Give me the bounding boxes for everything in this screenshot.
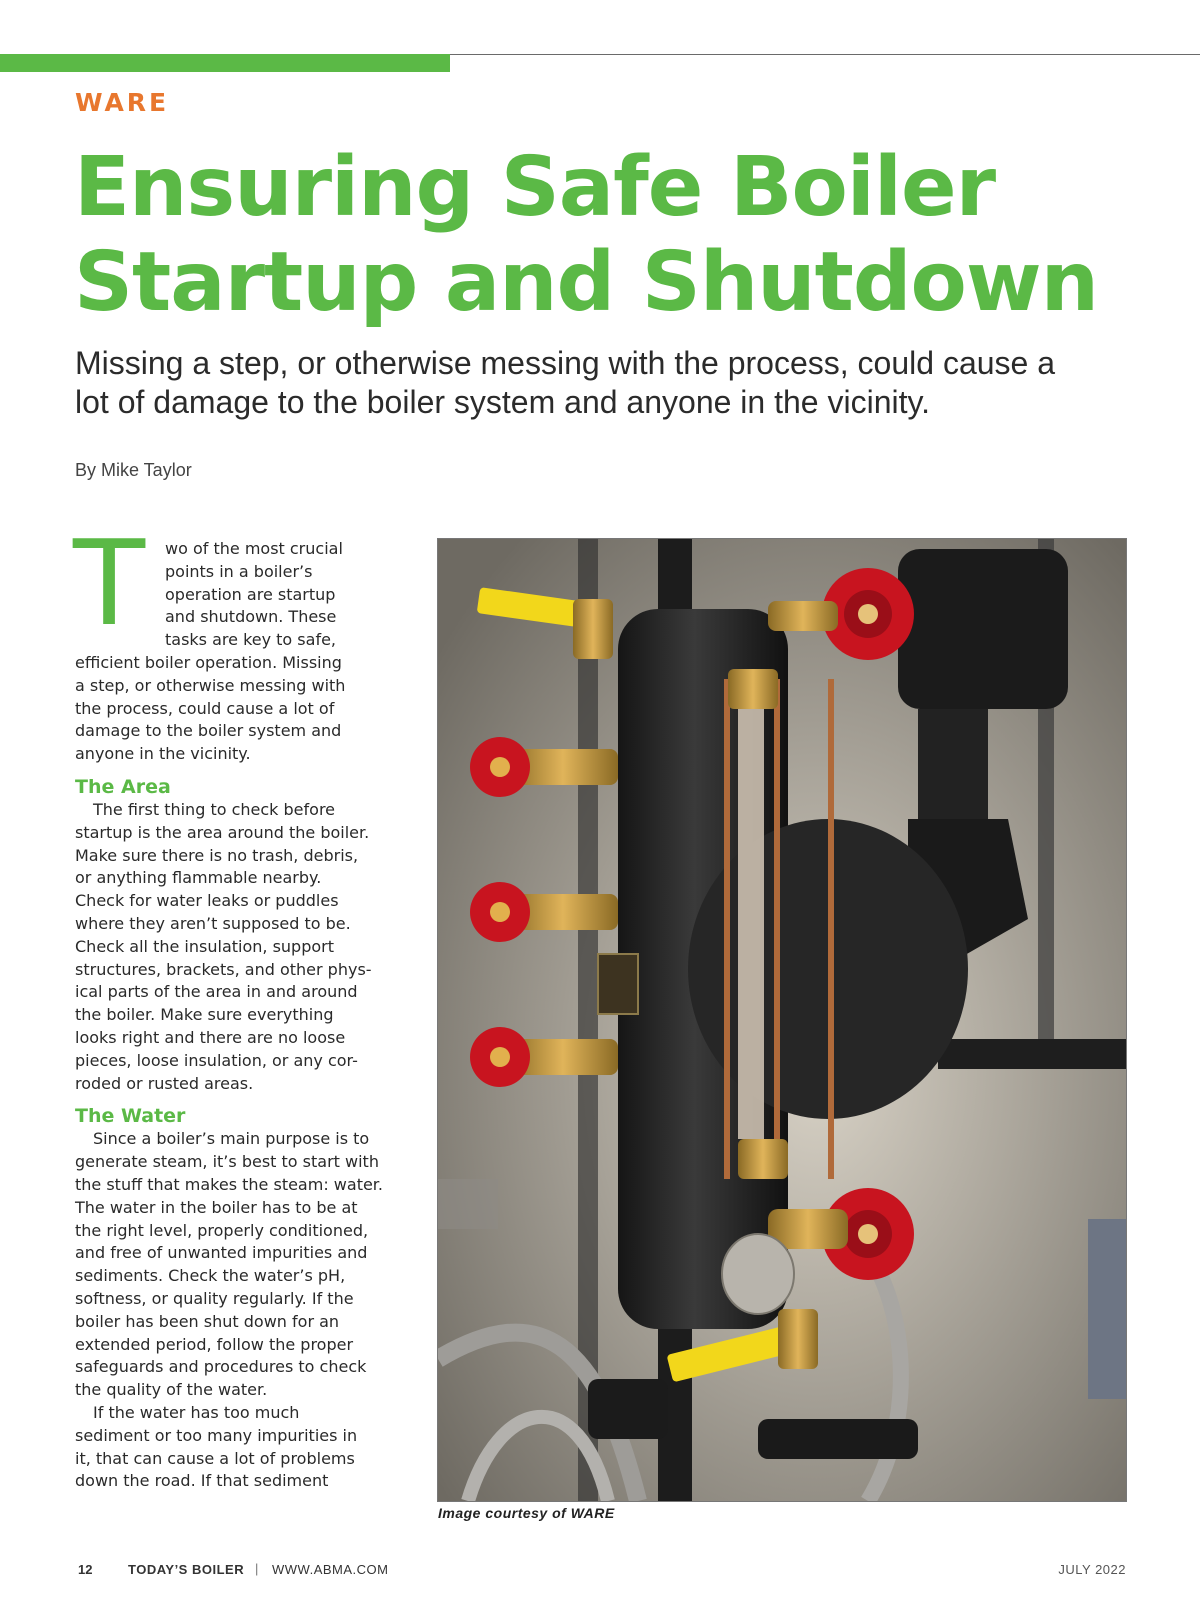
- body-line: sediments. Check the water’s pH,: [75, 1266, 346, 1286]
- body-line: it, that can cause a lot of problems: [75, 1448, 355, 1468]
- body-line: pieces, loose insulation, or any cor-: [75, 1050, 358, 1070]
- body-line: or anything flammable nearby.: [75, 868, 322, 888]
- article-title-line: Ensuring Safe Boiler: [74, 140, 996, 235]
- article-photo: [437, 538, 1127, 1502]
- body-line: extended period, follow the proper: [75, 1334, 354, 1354]
- section-heading: The Area: [75, 775, 171, 798]
- issue-date: JULY 2022: [1058, 1562, 1126, 1577]
- body-line: ical parts of the area in and around: [75, 982, 358, 1002]
- article-title-line: Startup and Shutdown: [74, 235, 1098, 330]
- body-line: and free of unwanted impurities and: [75, 1243, 368, 1263]
- body-line: softness, or quality regularly. If the: [75, 1288, 354, 1308]
- body-line: the boiler. Make sure everything: [75, 1005, 334, 1025]
- body-line: points in a boiler’s: [165, 561, 313, 581]
- body-line: the process, could cause a lot of: [75, 698, 335, 718]
- page-number: 12: [78, 1562, 93, 1577]
- body-line: operation are startup: [165, 584, 336, 604]
- body-line: and shutdown. These: [165, 607, 337, 627]
- drop-cap: T: [73, 514, 146, 652]
- body-line: Make sure there is no trash, debris,: [75, 845, 359, 865]
- body-line: looks right and there are no loose: [75, 1027, 346, 1047]
- body-line: the quality of the water.: [75, 1380, 268, 1400]
- body-line: Check all the insulation, support: [75, 936, 334, 956]
- section-label: WARE: [75, 88, 170, 117]
- intro-lines: [165, 538, 343, 652]
- boiler-photo-illustration: [438, 539, 1126, 1501]
- body-line: boiler has been shut down for an: [75, 1311, 340, 1331]
- body-line: generate steam, it’s best to start with: [75, 1152, 379, 1172]
- section-heading: The Water: [75, 1105, 186, 1128]
- image-caption: Image courtesy of WARE: [438, 1505, 615, 1521]
- top-rule: [450, 54, 1200, 55]
- article-deck: [75, 344, 1155, 422]
- body-line: efficient boiler operation. Missing: [75, 653, 342, 672]
- website-link[interactable]: WWW.ABMA.COM: [272, 1562, 389, 1577]
- body-line: damage to the boiler system and: [75, 721, 342, 741]
- intro-drop-cap-block: [73, 514, 395, 652]
- body-line: Check for water leaks or puddles: [75, 891, 339, 911]
- page-footer: [78, 1562, 1126, 1582]
- body-line: a step, or otherwise messing with: [75, 675, 346, 695]
- body-line: sediment or too many impurities in: [75, 1425, 358, 1445]
- body-line: The water in the boiler has to be at: [75, 1197, 358, 1217]
- body-line: safeguards and procedures to check: [75, 1357, 367, 1377]
- body-line: structures, brackets, and other phys-: [75, 959, 372, 979]
- body-line: Since a boiler’s main purpose is to: [93, 1129, 370, 1149]
- article-deck-line: lot of damage to the boiler system and anyone in the vicinity.: [75, 384, 930, 420]
- body-line: where they aren’t supposed to be.: [75, 913, 351, 933]
- top-accent-bar: [0, 54, 450, 72]
- body-line: the right level, properly conditioned,: [75, 1220, 369, 1240]
- body-line: anyone in the vicinity.: [75, 744, 251, 764]
- publication-name: TODAY’S BOILER: [128, 1562, 245, 1577]
- body-line: If the water has too much: [93, 1402, 300, 1422]
- body-line: The first thing to check before: [93, 799, 336, 819]
- article-title: [74, 140, 1154, 330]
- body-line: startup is the area around the boiler.: [75, 822, 370, 842]
- article-deck-line: Missing a step, or otherwise messing with the process, could cause a: [75, 345, 1056, 381]
- footer-separator: |: [255, 1561, 259, 1576]
- body-line: roded or rusted areas.: [75, 1073, 254, 1093]
- body-line: tasks are key to safe,: [165, 630, 337, 650]
- byline: By Mike Taylor: [75, 460, 192, 480]
- article-body: [73, 514, 395, 1493]
- body-line: the stuff that makes the steam: water.: [75, 1174, 383, 1194]
- body-line: wo of the most crucial: [165, 539, 343, 558]
- body-line: down the road. If that sediment: [75, 1471, 329, 1491]
